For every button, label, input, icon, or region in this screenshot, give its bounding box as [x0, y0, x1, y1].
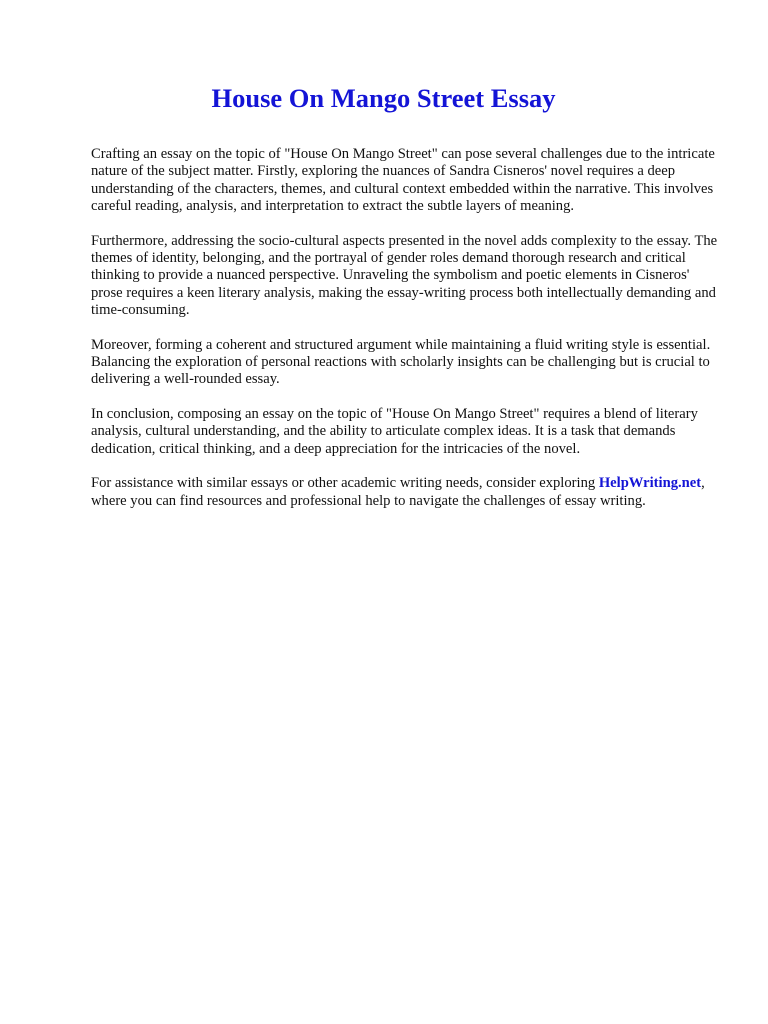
- paragraph-socio-cultural: Furthermore, addressing the socio-cultural aspects presented in the novel adds complexity to the essay. The themes of identity, belonging, and the portrayal of gender roles demand thorough research and critical thinking to provide a nuanced perspective. Unraveling the symbolism and poetic elements in Cisneros' prose requires a keen literary analysis, making the essay-writing process both intellectually demanding and time-consuming.: [91, 232, 718, 319]
- paragraph-conclusion: In conclusion, composing an essay on the topic of "House On Mango Street" requires a blend of literary analysis, cultural understanding, and the ability to articulate complex ideas. It is a task that demands dedication, critical thinking, and a deep appreciation for the intricacies of the novel.: [91, 405, 698, 457]
- helpwriting-link[interactable]: HelpWriting.net: [598, 475, 702, 492]
- page-title: House On Mango Street Essay: [211, 83, 556, 113]
- assistance-text-after: , where you can find resources and professional help to navigate the challenges of essay writing.: [91, 475, 705, 509]
- essay-body: [91, 146, 724, 510]
- paragraph-argument: Moreover, forming a coherent and structured argument while maintaining a fluid writing style is essential. Balancing the exploration of personal reactions with scholarly insights can be challenging but is crucial to delivering a well-rounded essay.: [91, 336, 711, 388]
- paragraph-assistance: [91, 475, 724, 510]
- assistance-text-before: For assistance with similar essays or other academic writing needs, consider exploring: [91, 475, 599, 492]
- paragraph-intro: Crafting an essay on the topic of "House On Mango Street" can pose several challenges due to the intricate nature of the subject matter. Firstly, exploring the nuances of Sandra Cisneros' novel requires a deep understanding of the characters, themes, and cultural context embedded within the narrative. This involves careful reading, analysis, and interpretation to extract the subtle layers of meaning.: [91, 146, 715, 215]
